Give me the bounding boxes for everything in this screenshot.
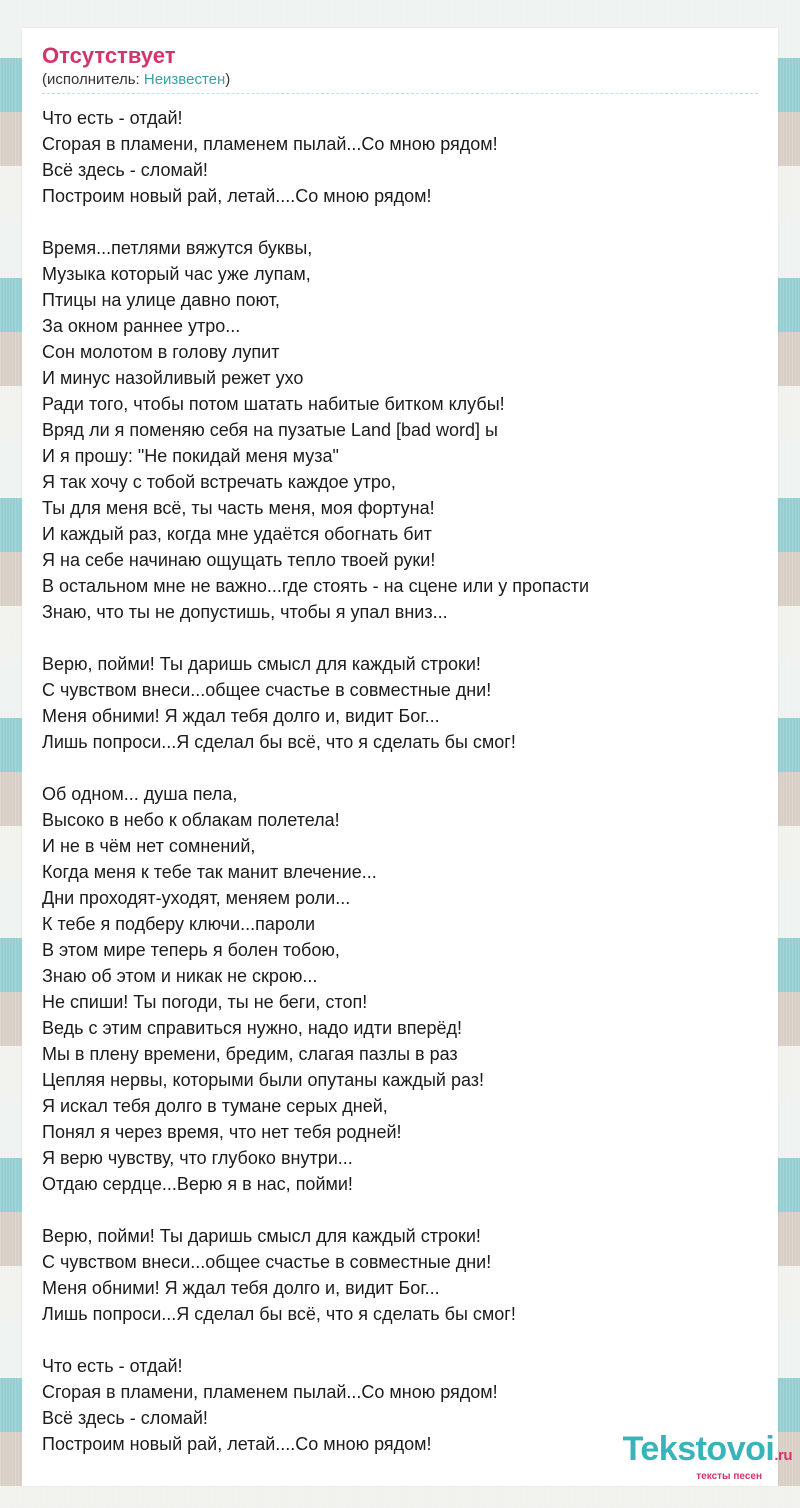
lyric-line: Об одном... душа пела, — [42, 784, 238, 804]
lyric-line: Цепляя нервы, которыми были опутаны каждый раз! — [42, 1070, 485, 1090]
lyrics-body — [42, 105, 758, 1457]
artist-link[interactable]: Неизвестен — [143, 71, 226, 88]
lyric-line: Время...петлями вяжутся буквы, — [42, 238, 313, 258]
lyric-line: Ведь с этим справиться нужно, надо идти вперёд! — [42, 1018, 463, 1038]
artist-suffix: ) — [225, 71, 231, 88]
lyric-line: С чувством внеси...общее счастье в совместные дни! — [42, 680, 492, 700]
artist-prefix: (исполнитель: — [42, 71, 144, 88]
lyric-line: Я верю чувству, что глубоко внутри... — [42, 1148, 353, 1168]
lyric-line: И я прошу: "Не покидай меня муза" — [42, 446, 339, 466]
lyric-line: Отдаю сердце...Верю я в нас, пойми! — [42, 1174, 353, 1194]
lyric-line: Я искал тебя долго в тумане серых дней, — [42, 1096, 388, 1116]
lyric-line: К тебе я подберу ключи...пароли — [42, 914, 316, 934]
lyric-line: Я на себе начинаю ощущать тепло твоей руки! — [42, 550, 436, 570]
lyric-line: Всё здесь - сломай! — [42, 160, 208, 180]
lyric-line: Верю, пойми! Ты даришь смысл для каждый строки! — [42, 654, 481, 674]
lyric-line: Знаю об этом и никак не скрою... — [42, 966, 318, 986]
lyric-line: Лишь попроси...Я сделал бы всё, что я сделать бы смог! — [42, 1304, 516, 1324]
artist-line — [42, 70, 758, 90]
logo-main-text: Tekstovoi — [622, 1430, 775, 1468]
lyric-line: Всё здесь - сломай! — [42, 1408, 208, 1428]
lyric-line: Я так хочу с тобой встречать каждое утро, — [42, 472, 396, 492]
lyric-line: За окном раннее утро... — [42, 316, 241, 336]
lyric-line: В этом мире теперь я болен тобою, — [42, 940, 340, 960]
lyric-line: Сон молотом в голову лупит — [42, 342, 280, 362]
lyric-line: Что есть - отдай! — [42, 1356, 183, 1376]
divider — [42, 93, 758, 94]
site-logo[interactable] — [623, 1432, 792, 1482]
lyric-line: Когда меня к тебе так манит влечение... — [42, 862, 377, 882]
lyric-line: И минус назойливый режет ухо — [42, 368, 304, 388]
lyric-line: И не в чём нет сомнений, — [42, 836, 256, 856]
lyric-line: Сгорая в пламени, пламенем пылай...Со мною рядом! — [42, 134, 498, 154]
lyric-line: Высоко в небо к облакам полетела! — [42, 810, 340, 830]
lyric-line: Дни проходят-уходят, меняем роли... — [42, 888, 351, 908]
lyrics-stanza — [42, 1223, 758, 1327]
lyric-line: Знаю, что ты не допустишь, чтобы я упал вниз... — [42, 602, 448, 622]
lyric-line: Сгорая в пламени, пламенем пылай...Со мною рядом! — [42, 1382, 498, 1402]
lyric-line: Меня обними! Я ждал тебя долго и, видит Бог... — [42, 706, 440, 726]
logo-tagline: тексты песен — [696, 1471, 762, 1482]
lyric-line: Ради того, чтобы потом шатать набитые битком клубы! — [42, 394, 505, 414]
lyrics-stanza — [42, 105, 758, 209]
lyric-line: Верю, пойми! Ты даришь смысл для каждый строки! — [42, 1226, 481, 1246]
lyric-line: С чувством внеси...общее счастье в совместные дни! — [42, 1252, 492, 1272]
lyric-line: Мы в плену времени, бредим, слагая пазлы в раз — [42, 1044, 458, 1064]
lyric-line: Лишь попроси...Я сделал бы всё, что я сделать бы смог! — [42, 732, 516, 752]
lyric-line: Не спиши! Ты погоди, ты не беги, стоп! — [42, 992, 368, 1012]
lyric-line: Вряд ли я поменяю себя на пузатые Land [bad word] ы — [42, 420, 498, 440]
lyric-line: Музыка который час уже лупам, — [42, 264, 311, 284]
lyrics-stanza — [42, 651, 758, 755]
lyrics-stanza — [42, 781, 758, 1197]
lyric-line: И каждый раз, когда мне удаётся обогнать бит — [42, 524, 432, 544]
lyric-line: Ты для меня всё, ты часть меня, моя фортуна! — [42, 498, 435, 518]
lyrics-card — [22, 28, 778, 1486]
lyric-line: Птицы на улице давно поют, — [42, 290, 280, 310]
lyric-line: Что есть - отдай! — [42, 108, 183, 128]
lyrics-stanza — [42, 235, 758, 625]
song-title: Отсутствует — [42, 43, 176, 68]
lyric-line: Меня обними! Я ждал тебя долго и, видит Бог... — [42, 1278, 440, 1298]
lyric-line: Построим новый рай, летай....Со мною рядом! — [42, 186, 432, 206]
lyric-line: В остальном мне не важно...где стоять - на сцене или у пропасти — [42, 576, 590, 596]
lyric-line: Понял я через время, что нет тебя родней! — [42, 1122, 402, 1142]
logo-domain: .ru — [774, 1447, 792, 1464]
lyric-line: Построим новый рай, летай....Со мною рядом! — [42, 1434, 432, 1454]
